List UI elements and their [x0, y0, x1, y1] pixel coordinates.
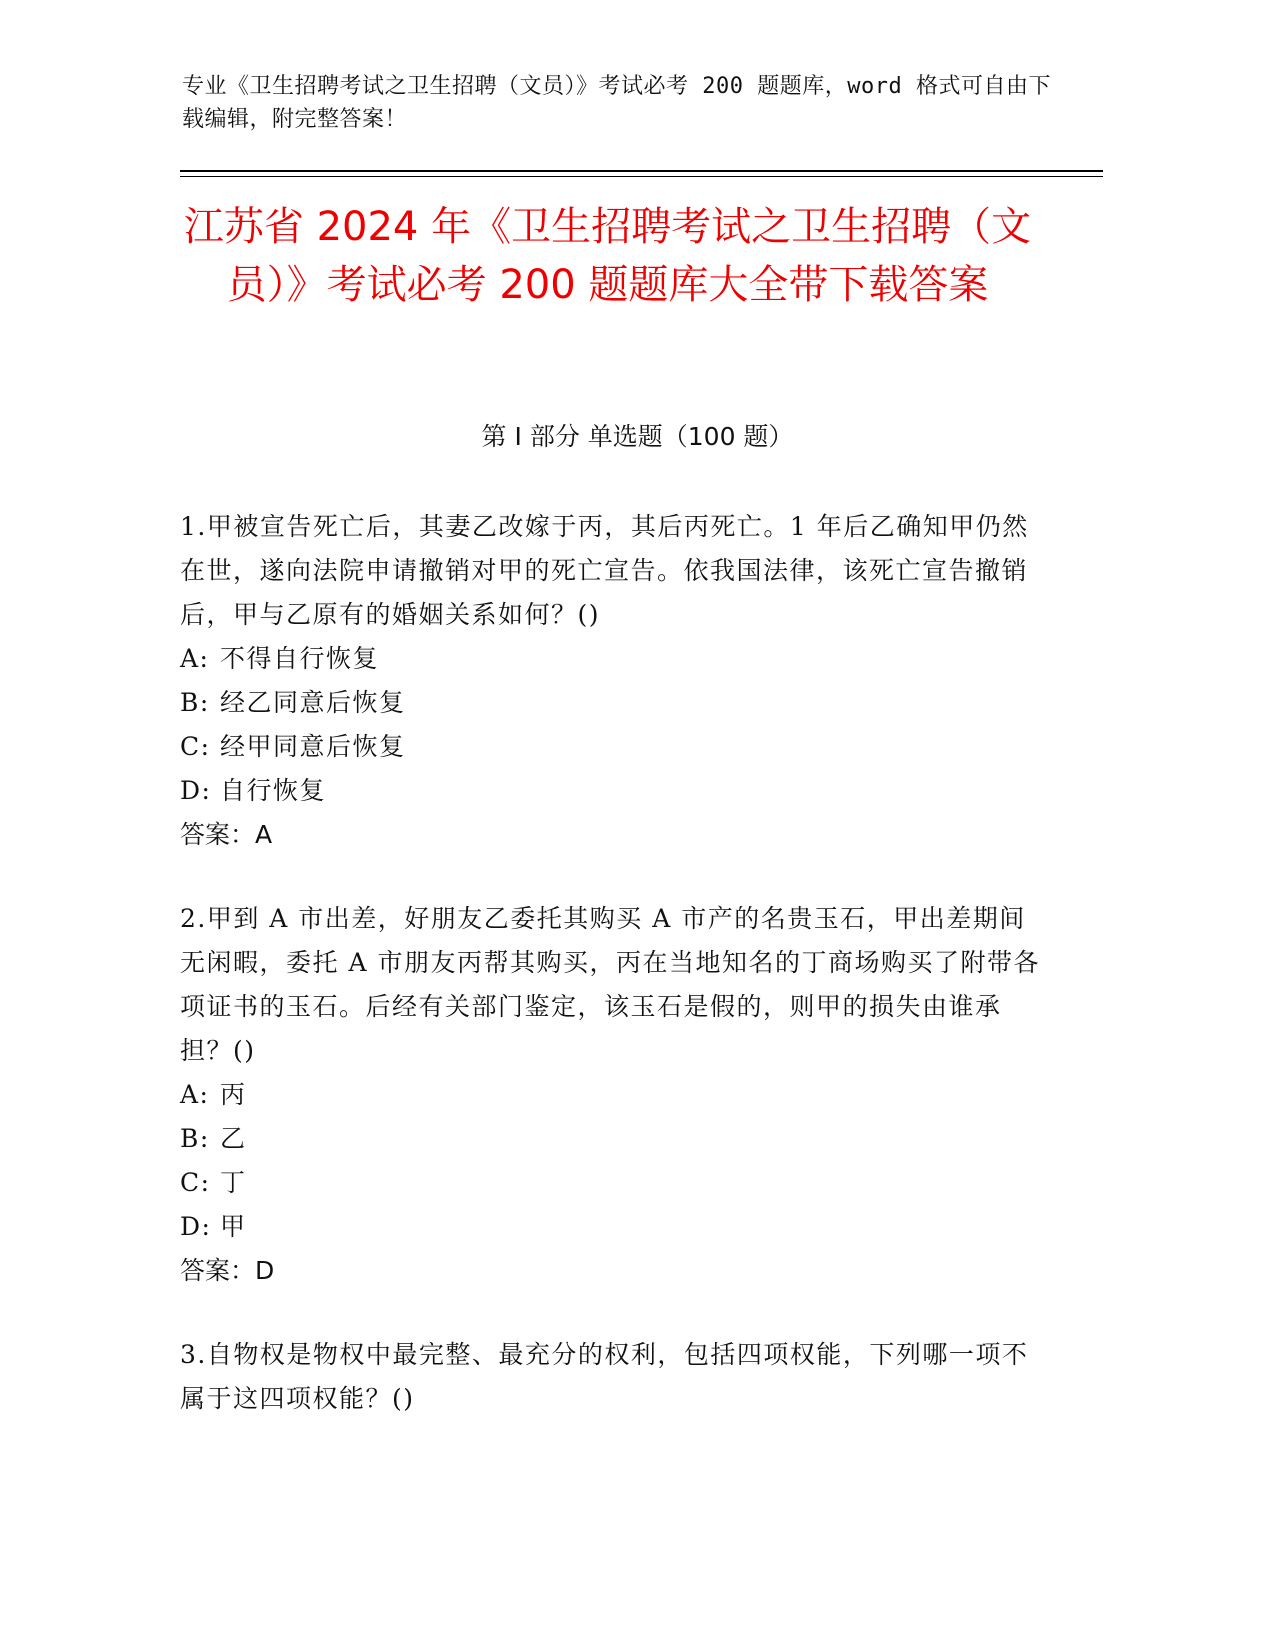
header-note: 专业《卫生招聘考试之卫生招聘（文员）》考试必考 200 题题库，word 格式可自由下载编辑，附完整答案！	[182, 74, 1051, 132]
option-text: 经甲同意后恢复	[220, 732, 406, 761]
option-c	[180, 725, 1040, 769]
option-d	[180, 769, 1040, 813]
question-stem: 1.甲被宣告死亡后，其妻乙改嫁于丙，其后丙死亡。1 年后乙确知甲仍然在世，遂向法院申请撤销对甲的死亡宣告。依我国法律，该死亡宣告撤销后，甲与乙原有的婚姻关系如何？()	[180, 512, 1029, 629]
question-1	[180, 505, 1040, 857]
header-divider-thick	[180, 170, 1103, 172]
option-letter: B:	[180, 688, 210, 717]
section-title: 第 I 部分 单选题（100 题）	[481, 422, 794, 451]
option-letter: B:	[180, 1124, 210, 1153]
option-a	[180, 1073, 1040, 1117]
option-b	[180, 1117, 1040, 1161]
option-letter: D:	[180, 776, 212, 805]
option-text: 丁	[220, 1168, 247, 1197]
option-text: 不得自行恢复	[220, 644, 380, 673]
answer-line: 答案：A	[180, 820, 273, 849]
option-text: 自行恢复	[220, 776, 327, 805]
answer-line: 答案：D	[180, 1256, 275, 1285]
question-2	[180, 897, 1040, 1293]
question-list	[180, 505, 1040, 1461]
question-stem: 3.自物权是物权中最完整、最充分的权利，包括四项权能，下列哪一项不属于这四项权能？()	[180, 1340, 1029, 1413]
option-text: 经乙同意后恢复	[220, 688, 406, 717]
option-letter: D:	[180, 1212, 212, 1241]
question-3	[180, 1333, 1040, 1421]
option-letter: A:	[180, 1080, 210, 1109]
question-stem: 2.甲到 A 市出差，好朋友乙委托其购买 A 市产的名贵玉石，甲出差期间无闲暇，委托 A 市朋友丙帮其购买，丙在当地知名的丁商场购买了附带各项证书的玉石。后经有关部门鉴定，该玉石是假的，则甲的损失由谁承担？()	[180, 904, 1040, 1065]
option-text: 甲	[220, 1212, 247, 1241]
option-b	[180, 681, 1040, 725]
option-a	[180, 637, 1040, 681]
option-d	[180, 1205, 1040, 1249]
header-divider-thin	[180, 176, 1103, 177]
document-title: 江苏省 2024 年《卫生招聘考试之卫生招聘（文员）》考试必考 200 题题库大全带下载答案	[183, 204, 1032, 308]
option-letter: C:	[180, 732, 211, 761]
option-letter: A:	[180, 644, 210, 673]
option-text: 丙	[220, 1080, 247, 1109]
option-letter: C:	[180, 1168, 211, 1197]
option-c	[180, 1161, 1040, 1205]
option-text: 乙	[220, 1124, 247, 1153]
